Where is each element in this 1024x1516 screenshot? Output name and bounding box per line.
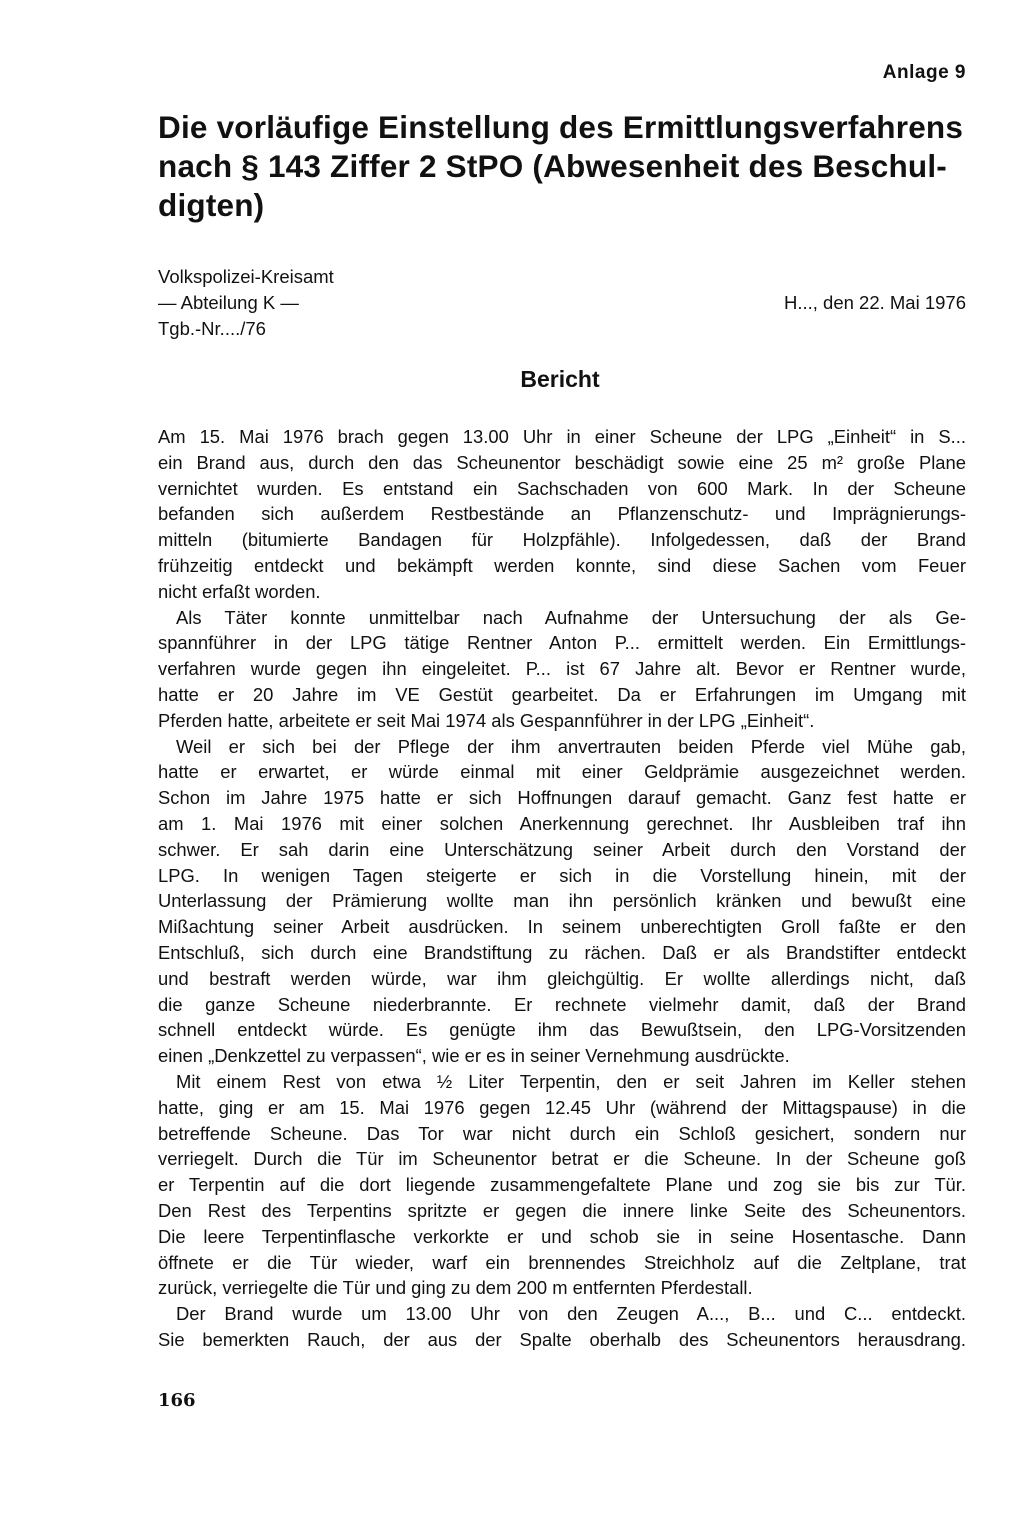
body-line: nicht erfaßt worden. [158, 580, 321, 602]
body-line: spannführer in der LPG tätige Rentner Anton P... ermittelt werden. Ein Ermittlungs- [158, 632, 966, 654]
report-body [158, 424, 966, 1353]
body-line: Unterlassung der Prämierung wollte man ihn persönlich kränken und bewußt eine [158, 890, 966, 912]
body-line: LPG. In wenigen Tagen steigerte er sich in die Vorstellung hinein, mit der [158, 864, 966, 886]
body-line: die ganze Scheune niederbrannte. Er rechnete vielmehr damit, daß der Brand [158, 993, 966, 1015]
sender-block [158, 264, 334, 342]
sender-line: Tgb.-Nr..../76 [158, 318, 266, 339]
body-line: Mit einem Rest von etwa ½ Liter Terpentin, den er seit Jahren im Keller stehen [176, 1070, 966, 1092]
body-line: schwer. Er sah darin eine Unterschätzung seiner Arbeit durch den Vorstand der [158, 838, 966, 860]
body-line: frühzeitig entdeckt und bekämpft werden konnte, sind diese Sachen vom Feuer [158, 554, 966, 576]
body-line: vernichtet wurden. Es entstand ein Sachschaden von 600 Mark. In der Scheune [158, 477, 966, 499]
body-line: Schon im Jahre 1975 hatte er sich Hoffnungen darauf gemacht. Ganz fest hatte er [158, 787, 966, 809]
annex-label: Anlage 9 [882, 62, 966, 83]
title-line: digten) [158, 187, 265, 223]
document-title [158, 108, 978, 225]
body-line: hatte er 20 Jahre im VE Gestüt gearbeitet. Da er Erfahrungen im Umgang mit [158, 683, 966, 705]
body-line: hatte er erwartet, er würde einmal mit einer Geldprämie ausgezeichnet werden. [158, 761, 966, 783]
body-line: Mißachtung seiner Arbeit ausdrücken. In seinem unberechtigten Groll faßte er den [158, 916, 966, 938]
body-line: hatte, ging er am 15. Mai 1976 gegen 12.45 Uhr (während der Mittagspause) in die [158, 1096, 966, 1118]
body-line: schnell entdeckt würde. Es genügte ihm das Bewußtsein, den LPG-Vorsitzenden [158, 1019, 966, 1041]
body-line: Der Brand wurde um 13.00 Uhr von den Zeugen A..., B... und C... entdeckt. [176, 1303, 966, 1325]
sender-line: — Abteilung K — [158, 292, 299, 313]
body-line: mitteln (bitumierte Bandagen für Holzpfähle). Infolgedessen, daß der Brand [158, 529, 966, 551]
body-line: und bestraft werden würde, war ihm gleichgültig. Er wollte allerdings nicht, daß [158, 967, 966, 989]
body-line: verriegelt. Durch die Tür im Scheunentor betrat er die Scheune. In der Scheune goß [158, 1148, 966, 1170]
body-line: einen „Denkzettel zu verpassen“, wie er es in seiner Vernehmung ausdrückte. [158, 1045, 790, 1067]
body-line: Als Täter konnte unmittelbar nach Aufnahme der Untersuchung der als Ge- [176, 606, 966, 628]
body-line: öffnete er die Tür wieder, warf ein brennendes Streichholz auf die Zeltplane, trat [158, 1251, 966, 1273]
sender-line: Volkspolizei-Kreisamt [158, 266, 334, 287]
title-line: Die vorläufige Einstellung des Ermittlungsverfahrens [158, 109, 964, 145]
title-line: nach § 143 Ziffer 2 StPO (Abwesenheit des Beschul- [158, 148, 947, 184]
body-line: Den Rest des Terpentins spritzte er gegen die innere linke Seite des Scheunentors. [158, 1199, 966, 1221]
page-number: 166 [158, 1390, 196, 1411]
body-line: verfahren wurde gegen ihn eingeleitet. P... ist 67 Jahre alt. Bevor er Rentner wurde, [158, 658, 966, 680]
body-line: er Terpentin auf die dort liegende zusammengefaltete Plane und zog sie bis zur Tür. [158, 1174, 966, 1196]
body-line: am 1. Mai 1976 mit einer solchen Anerkennung gerechnet. Ihr Ausbleiben traf ihn [158, 812, 966, 834]
body-line: ein Brand aus, durch den das Scheunentor beschädigt sowie eine 25 m² große Plane [158, 451, 966, 473]
dateline: H..., den 22. Mai 1976 [783, 292, 966, 313]
body-line: Am 15. Mai 1976 brach gegen 13.00 Uhr in einer Scheune der LPG „Einheit“ in S... [158, 426, 966, 447]
report-heading: Bericht [520, 366, 600, 392]
body-line: betreffende Scheune. Das Tor war nicht durch ein Schloß gesichert, sondern nur [158, 1122, 966, 1144]
body-line: Pferden hatte, arbeitete er seit Mai 1974 als Gespannführer in der LPG „Einheit“. [158, 709, 815, 731]
body-line: Die leere Terpentinflasche verkorkte er und schob sie in seine Hosentasche. Dann [158, 1225, 966, 1247]
body-line: Weil er sich bei der Pflege der ihm anvertrauten beiden Pferde viel Mühe gab, [176, 735, 966, 757]
body-line: Sie bemerkten Rauch, der aus der Spalte oberhalb des Scheunentors herausdrang. [158, 1328, 966, 1350]
body-line: befanden sich außerdem Restbestände an Pflanzenschutz- und Imprägnierungs- [158, 503, 966, 525]
body-line: Entschluß, sich durch eine Brandstiftung zu rächen. Daß er als Brandstifter entdeckt [158, 941, 966, 963]
body-line: zurück, verriegelte die Tür und ging zu dem 200 m entfernten Pferdestall. [158, 1277, 753, 1299]
